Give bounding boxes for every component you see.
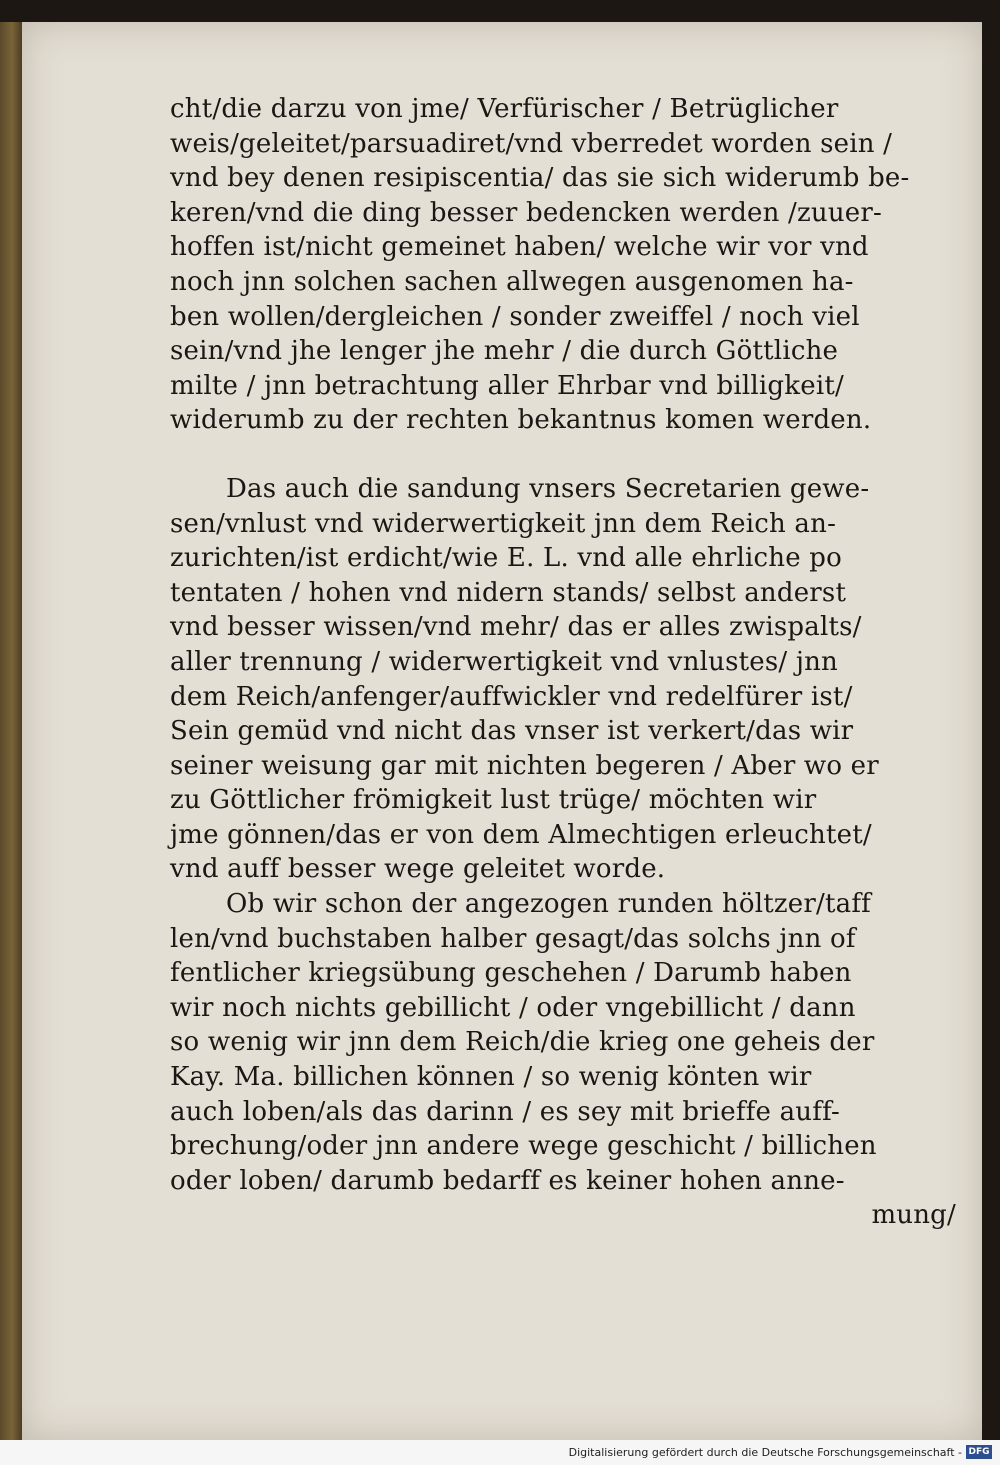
- funding-credit: Digitalisierung gefördert durch die Deutsche Forschungsgemeinschaft -: [568, 1446, 962, 1459]
- text-line: cht/die darzu von jme/ Verfürischer / Betrüglicher: [170, 94, 839, 124]
- text-line: weis/geleitet/parsuadiret/vnd vberredet worden sein /: [170, 128, 893, 159]
- book-spine-edge: [0, 22, 22, 1440]
- text-line: so wenig wir jnn dem Reich/die krieg one geheis der: [170, 1027, 875, 1058]
- text-line: brechung/oder jnn andere wege geschicht / billichen: [170, 1131, 877, 1162]
- text-line: Ob wir schon der angezogen runden höltzer/taff: [226, 889, 871, 920]
- text-line: vnd besser wissen/vnd mehr/ das er alles zwispalts/: [170, 612, 862, 643]
- page-text: [170, 92, 970, 1233]
- text-line: zu Göttlicher frömigkeit lust trüge/ möchten wir: [170, 785, 817, 816]
- text-line: zurichten/ist erdicht/wie E. L. vnd alle ehrliche po: [170, 543, 842, 574]
- text-line: dem Reich/anfenger/auffwickler vnd redelfürer ist/: [170, 681, 853, 712]
- footer-bar: [0, 1440, 1000, 1465]
- dfg-logo: DFG: [966, 1445, 992, 1459]
- text-line: vnd auff besser wege geleitet worde.: [170, 854, 666, 885]
- text-line: oder loben/ darumb bedarff es keiner hohen anne-: [170, 1165, 845, 1196]
- text-line: Kay. Ma. billichen können / so wenig könten wir: [170, 1062, 812, 1093]
- catchword: mung/: [871, 1200, 956, 1231]
- text-line: fentlicher kriegsübung geschehen / Darumb haben: [170, 958, 852, 989]
- text-line: ben wollen/dergleichen / sonder zweiffel / noch viel: [170, 301, 860, 332]
- text-line: Sein gemüd vnd nicht das vnser ist verkert/das wir: [170, 716, 854, 747]
- text-line: vnd bey denen resipiscentia/ das sie sich widerumb be-: [170, 163, 910, 194]
- text-line: sein/vnd jhe lenger jhe mehr / die durch Göttliche: [170, 336, 839, 367]
- text-line: auch loben/als das darinn / es sey mit brieffe auff-: [170, 1096, 840, 1127]
- text-line: milte / jnn betrachtung aller Ehrbar vnd billigkeit/: [170, 370, 844, 401]
- paragraph-gap: [170, 438, 970, 472]
- text-line: Das auch die sandung vnsers Secretarien gewe-: [226, 473, 870, 504]
- text-line: sen/vnlust vnd widerwertigkeit jnn dem Reich an-: [170, 508, 837, 539]
- text-line: jme gönnen/das er von dem Almechtigen erleuchtet/: [170, 819, 872, 850]
- text-line: wir noch nichts gebillicht / oder vngebillicht / dann: [170, 992, 856, 1023]
- text-line: keren/vnd die ding besser bedencken werden /zuuer-: [170, 197, 882, 228]
- book-page: [22, 22, 982, 1440]
- text-line: seiner weisung gar mit nichten begeren / Aber wo er: [170, 750, 879, 781]
- text-line: aller trennung / widerwertigkeit vnd vnlustes/ jnn: [170, 646, 838, 677]
- text-line: noch jnn solchen sachen allwegen ausgenomen ha-: [170, 266, 854, 297]
- text-line: widerumb zu der rechten bekantnus komen werden.: [170, 405, 872, 436]
- text-line: hoffen ist/nicht gemeinet haben/ welche wir vor vnd: [170, 232, 869, 263]
- text-line: len/vnd buchstaben halber gesagt/das solchs jnn of: [170, 923, 856, 954]
- text-line: tentaten / hohen vnd nidern stands/ selbst anderst: [170, 577, 847, 608]
